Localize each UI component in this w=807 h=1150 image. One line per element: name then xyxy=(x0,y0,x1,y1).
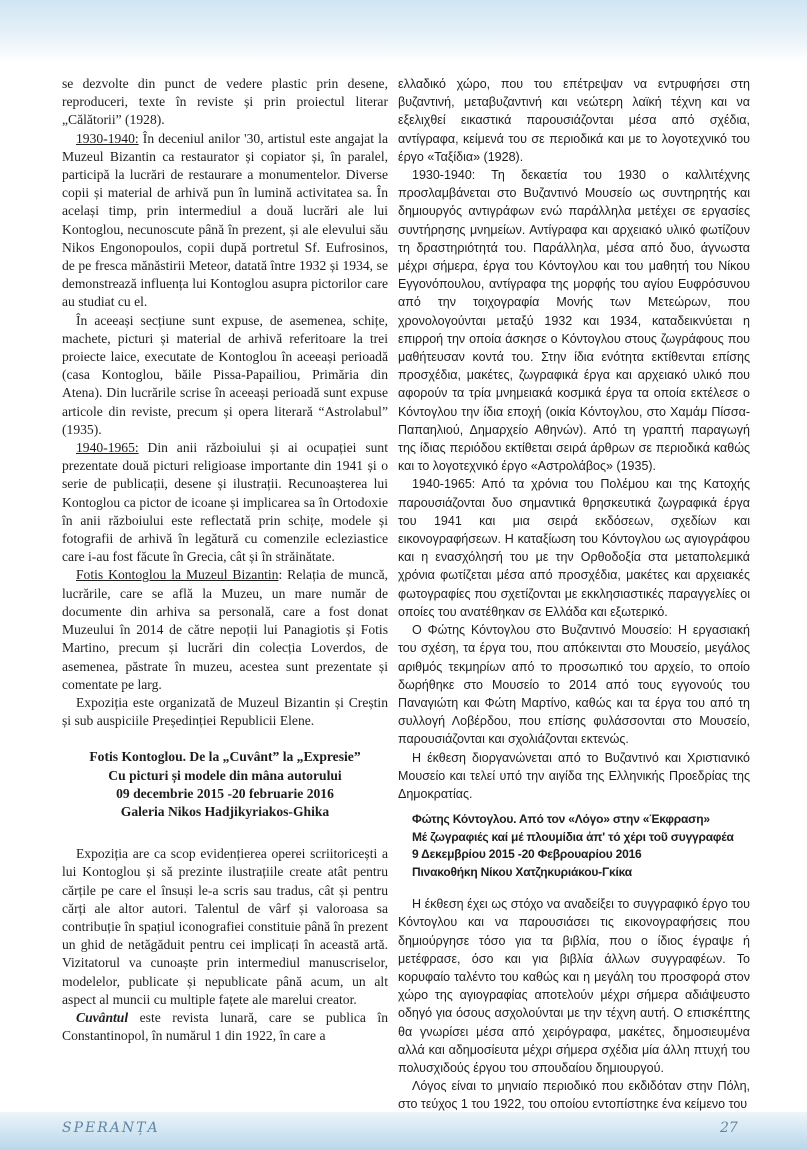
paragraph xyxy=(62,130,388,312)
heading-line: Φώτης Κόντογλου. Από τον «Λόγο» στην «Έκφραση» xyxy=(412,812,710,827)
right-column-greek xyxy=(398,75,750,1114)
paragraph: ελλαδικό χώρο, που του επέτρεψαν να εντρυφήσει στη βυζαντινή, μεταβυζαντινή και νεώτερη λαϊκή τέχνη και να εξελιχθεί εικαστικά παρουσιάζονται μέσα από σχέδια, αντίγραφα, κείμενά του σε περιοδικά και με το λογοτεχνικό του έργο «Ταξίδια» (1928). xyxy=(398,77,750,164)
footer-magazine-name: SPERANȚA xyxy=(62,1120,160,1136)
heading-line: Cu picturi și modele din mâna autorului xyxy=(108,767,342,783)
paragraph xyxy=(62,439,388,566)
heading-line: Galeria Nikos Hadjikyriakos-Ghika xyxy=(120,803,330,819)
section-label: 1930-1940: xyxy=(76,130,139,146)
paragraph xyxy=(62,1009,388,1045)
exhibition-heading xyxy=(412,811,750,881)
section-label: Fotis Kontoglou la Muzeul Bizantin xyxy=(76,567,279,583)
paragraph: Λόγος είναι το μηνιαίο περιοδικό που εκδιδόταν στην Πόλη, στο τεύχος 1 του 1922, του οποίου εντοπίστηκε ένα κείμενο του xyxy=(398,1079,750,1112)
paragraph: 1930-1940: Τη δεκαετία του 1930 ο καλλιτέχνης προσλαμβάνεται στο Βυζαντινό Μουσείο ως συντηρητής και δημιουργός αντιγράφων ενώ παράλληλα μετέχει σε εργασίες συντήρησης μνημείων. Αντίγραφα και αρχειακό υλικό φωτίζουν τη δραστηριότητά του. Παράλληλα, μέσα από δυο, άγνωστα μέχρι σήμερα, έργα του Κόντογλου και του μαθητή του Νίκου Εγγονόπουλου, αντίγραφα της μορφής του αγίου Ευφρόσυνου από την τοιχογραφία Μονής των Μετεώρων, που χρονολογούνται μεταξύ 1932 και 1934, καταδεικνύεται η επιρροή την οποία άσκησε ο Κόντογλου στους ζωγράφους που μαθήτευσαν κοντά του. Στην ίδια ενότητα εκτίθενται επίσης προσχέδια, μακέτες, ζωγραφικά έργα και αρχειακό υλικό που αφορούν τα τρία μνημειακά κοσμικά έργα τα οποία εκτέλεσε ο Κόντογλου την ίδια εποχή (οικία Κόντογλου, στο Χαμάμ Πίσσα-Παπαηλιού, Δημαρχείο Αθηνών). Από τη γραπτή παραγωγή της ίδιας περιόδου εκτίθεται σειρά άρθρων σε περιοδικά καθώς και το λογοτεχνικό έργο «Αστρολάβος» (1935). xyxy=(398,168,750,474)
paragraph: Η έκθεση έχει ως στόχο να αναδείξει το συγγραφικό έργο του Κόντογλου και να παρουσιάσει τις εικονογραφήσεις που δημιούργησε τόσο για τα βιβλία, που ο ίδιος έγραψε ή μετέφρασε, όσο και για βιβλία άλλων συγγραφέων. Το κορυφαίο ταλέντο του καθώς και η μεγάλη του προσφορά στον χώρο της αγιογραφίας αποτελούν μέχρι σήμερα αδιάψευστο οδηγό για όσους ασχολούνται με την τέχνη αυτή. Ο επισκέπτης θα γνωρίσει μέσα από χειρόγραφα, μακέτες, δημοσιευμένα αλλά και αδημοσίευτα μέχρι σήμερα σχέδια μία άλλη πτυχή του πολυσχιδούς έργου του σπουδαίου δημιουργού. xyxy=(398,897,750,1075)
heading-line: Πινακοθήκη Νίκου Χατζηκυριάκου-Γκίκα xyxy=(412,864,632,879)
exhibition-heading xyxy=(62,748,388,821)
left-column-romanian xyxy=(62,75,388,1045)
heading-line: Fotis Kontoglou. De la „Cuvânt” la „Expresie” xyxy=(89,749,361,765)
heading-line: 9 Δεκεμβρίου 2015 -20 Φεβρουαρίου 2016 xyxy=(412,847,642,862)
paragraph: În aceeași secțiune sunt expuse, de asemenea, schițe, machete, picturi și material de arhivă referitoare la trei proiecte laice, executate de Kontoglou în aceeași perioadă (casa Kontoglou, băile Pissa-Papailiou, Primăria din Atena). Din lucrările scrise în aceeași perioadă sunt expuse articole din reviste, precum și opera literară “Astrolabul” (1935). xyxy=(62,312,388,437)
footer-page-number: 27 xyxy=(720,1120,738,1136)
paragraph-text: În deceniul anilor '30, artistul este angajat la Muzeul Bizantin ca restaurator și copiator și, în paralel, participă la lucrări de restaurare a monumentelor. Diverse copii și material de arhivă pun în lumină activitatea sa. În același timp, prin intermediul a două lucrări ale lui Kontoglou, necunoscute până în prezent, și ale elevului său Nikos Engonopoulos, copii după portretul Sf. Eufrosinos, de pe fresca mănăstirii Meteor, datată între 1932 și 1934, se demonstrează influența lui Kontoglou asupra pictorilor care au studiat cu el. xyxy=(62,130,388,310)
heading-line: 09 decembrie 2015 -20 februarie 2016 xyxy=(116,785,334,801)
section-label: 1940-1965: xyxy=(76,440,139,456)
paragraph: Ο Φώτης Κόντογλου στο Βυζαντινό Μουσείο: Η εργασιακή του σχέση, τα έργα του, που απόκεινται στο Μουσείο, μεγάλος αριθμός τεκμηρίων από το προσωπικό του αρχείο, το οποίο δωρήθηκε στο Μουσείο το 2014 από τους εγγονούς του Παναγιώτη και Φώτη Μαρτίνο, καθώς και τα έργα του από τη συλλογή Λοβέρδου, που επίσης φυλάσσονται στο Μουσείο, παρουσιάζονται και σχολιάζονται εκτενώς. xyxy=(398,623,750,747)
paragraph-text: : Relația de muncă, lucrările, care se află la Muzeu, un mare număr de documente din arhiva sa personală, care a fost donat Muzeului în 2014 de către nepoții lui Panagiotis și Fotis Martino, precum și lucrări din colecția Loverdos, de asemenea, păstrate în muzeu, acestea sunt prezentate și comentate pe larg. xyxy=(62,567,388,692)
heading-line: Μέ ζωγραφιές καί μέ πλουμίδια ἀπ' τό χέρι τοῦ συγγραφέα xyxy=(412,829,734,844)
paragraph: Expoziția are ca scop evidențierea operei scriitoricești a lui Kontoglou și să prezinte ilustrațiile create atât pentru cărțile pe care el însuși le-a scris sau tradus, cât și pentru cărți ale altor autori. Talentul de vârf și valoroasa sa contribuție în spațiul iconografiei constituie până în prezent un ghid de netăgăduit pentru cei implicați în această artă. Vizitatorul va cunoaște prin intermediul manuscriselor, modelelor, publicate și nepublicate până acum, un alt aspect al muncii cu multiple fațete ale marelui creator. xyxy=(62,846,388,1007)
paragraph-text: Din anii războiului și ai ocupației sunt prezentate două picturi religioase importante din 1941 și o serie de publicații, desene și ilustrații. Recunoașterea lui Kontoglou ca pictor de icoane și implicarea sa în Ortodoxie în anii războiului este reflectată prin schițe, modele și fotografii de arhivă în legătură cu comenzile ecleziastice care i-au fost făcute în Grecia, cât și în străinătate. xyxy=(62,440,388,565)
paragraph: se dezvolte din punct de vedere plastic prin desene, reproduceri, texte în reviste și prin proiectul literar „Călătorii” (1928). xyxy=(62,76,388,128)
paragraph-text: este revista lunară, care se publica în Constantinopol, în numărul 1 din 1922, în care a xyxy=(62,1009,388,1044)
paragraph xyxy=(62,566,388,693)
magazine-title: Cuvântul xyxy=(76,1009,129,1025)
top-decorative-band xyxy=(0,0,807,62)
paragraph: 1940-1965: Από τα χρόνια του Πολέμου και της Κατοχής παρουσιάζονται δυο σημαντικά θρησκευτικά ζωγραφικά έργα του 1941 και μια σειρά εκδόσεων, σχεδίων και εικονογραφήσεων. Η καταξίωση του Κόντογλου ως αγιογράφου και η ενασχόλησή του με την Ορθοδοξία στα μεταπολεμικά χρόνια φωτίζεται μέσα από προσχέδια, μακέτες και αρχειακές φωτογραφίες που σχετίζονται με εκκλησιαστικές παραγγελίες οι οποίες του ανατέθηκαν σε Ελλάδα και εξωτερικό. xyxy=(398,477,750,619)
paragraph: Η έκθεση διοργανώνεται από το Βυζαντινό και Χριστιανικό Μουσείο και τελεί υπό την αιγίδα της Ελληνικής Προεδρίας της Δημοκρατίας. xyxy=(398,750,750,801)
paragraph: Expoziția este organizată de Muzeul Bizantin și Creștin și sub auspiciile Președinției Republicii Elene. xyxy=(62,694,388,729)
